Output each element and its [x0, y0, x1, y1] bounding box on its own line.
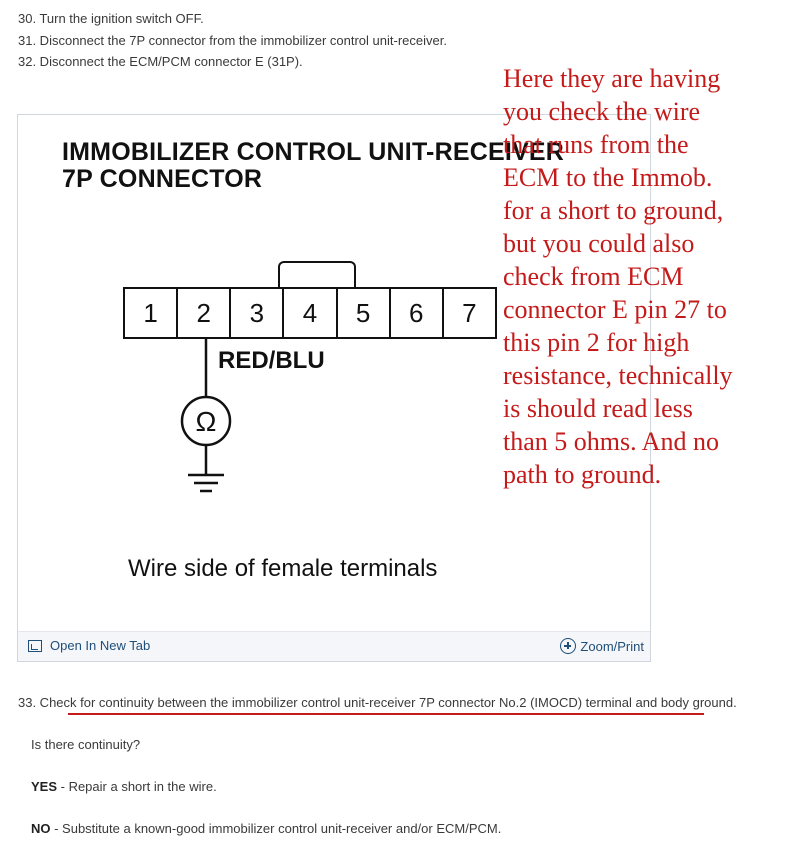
annotation-line: than 5 ohms. And no [503, 427, 719, 456]
pin-4: 4 [284, 289, 337, 337]
ohm-symbol: Ω [195, 406, 217, 437]
annotation-line: connector E pin 27 to [503, 295, 727, 324]
pin-1: 1 [125, 289, 178, 337]
continuity-question: Is there continuity? [31, 737, 141, 752]
yes-answer [31, 779, 217, 794]
figure-toolbar [18, 631, 650, 661]
pin-2: 2 [178, 289, 231, 337]
step-33: 33. Check for continuity between the immobilizer control unit-receiver 7P connector No.2 (IMOCD) terminal and body ground. [18, 695, 737, 710]
annotation-line: check from ECM [503, 262, 684, 291]
open-new-tab-icon [28, 640, 42, 652]
step-31: 31. Disconnect the 7P connector from the immobilizer control unit-receiver. [18, 33, 447, 48]
pin-5: 5 [338, 289, 391, 337]
annotation-line: you check the wire [503, 97, 701, 126]
no-answer [31, 821, 501, 836]
annotation-line: path to ground. [503, 460, 662, 489]
step-30: 30. Turn the ignition switch OFF. [18, 11, 204, 26]
annotation-line: this pin 2 for high [503, 328, 690, 357]
pin-6: 6 [391, 289, 444, 337]
annotation-line: Here they are having [503, 64, 721, 93]
pin-3: 3 [231, 289, 284, 337]
zoom-plus-icon [560, 638, 576, 654]
pin-7: 7 [462, 297, 477, 328]
wire-color-label: RED/BLU [218, 347, 325, 374]
zoom-print-link[interactable] [560, 638, 644, 654]
annotation-line: resistance, technically [503, 361, 733, 390]
wire-side-note: Wire side of female terminals [128, 555, 438, 582]
open-new-tab-label: Open In New Tab [50, 638, 151, 653]
yes-text: - Repair a short in the wire. [57, 779, 217, 794]
red-underline [68, 713, 704, 715]
step-32: 32. Disconnect the ECM/PCM connector E (31P). [18, 54, 303, 69]
annotation-line: but you could also [503, 229, 695, 258]
annotation-line: for a short to ground, [503, 196, 724, 225]
zoom-print-label: Zoom/Print [580, 638, 644, 654]
ohmmeter-icon [182, 397, 230, 445]
figure-title-line1: IMMOBILIZER CONTROL UNIT-RECEIVER [62, 138, 564, 166]
yes-label: YES [31, 779, 58, 794]
red-annotation [503, 62, 793, 491]
open-new-tab-link[interactable] [28, 638, 150, 653]
annotation-line: is should read less [503, 394, 693, 423]
annotation-line: ECM to the Immob. [503, 163, 713, 192]
figure-title-line2: 7P CONNECTOR [62, 165, 263, 193]
no-text: - Substitute a known-good immobilizer control unit-receiver and/or ECM/PCM. [50, 821, 502, 836]
no-label: NO [31, 821, 51, 836]
ground-symbol-icon [188, 475, 224, 491]
annotation-line: that runs from the [503, 130, 689, 159]
